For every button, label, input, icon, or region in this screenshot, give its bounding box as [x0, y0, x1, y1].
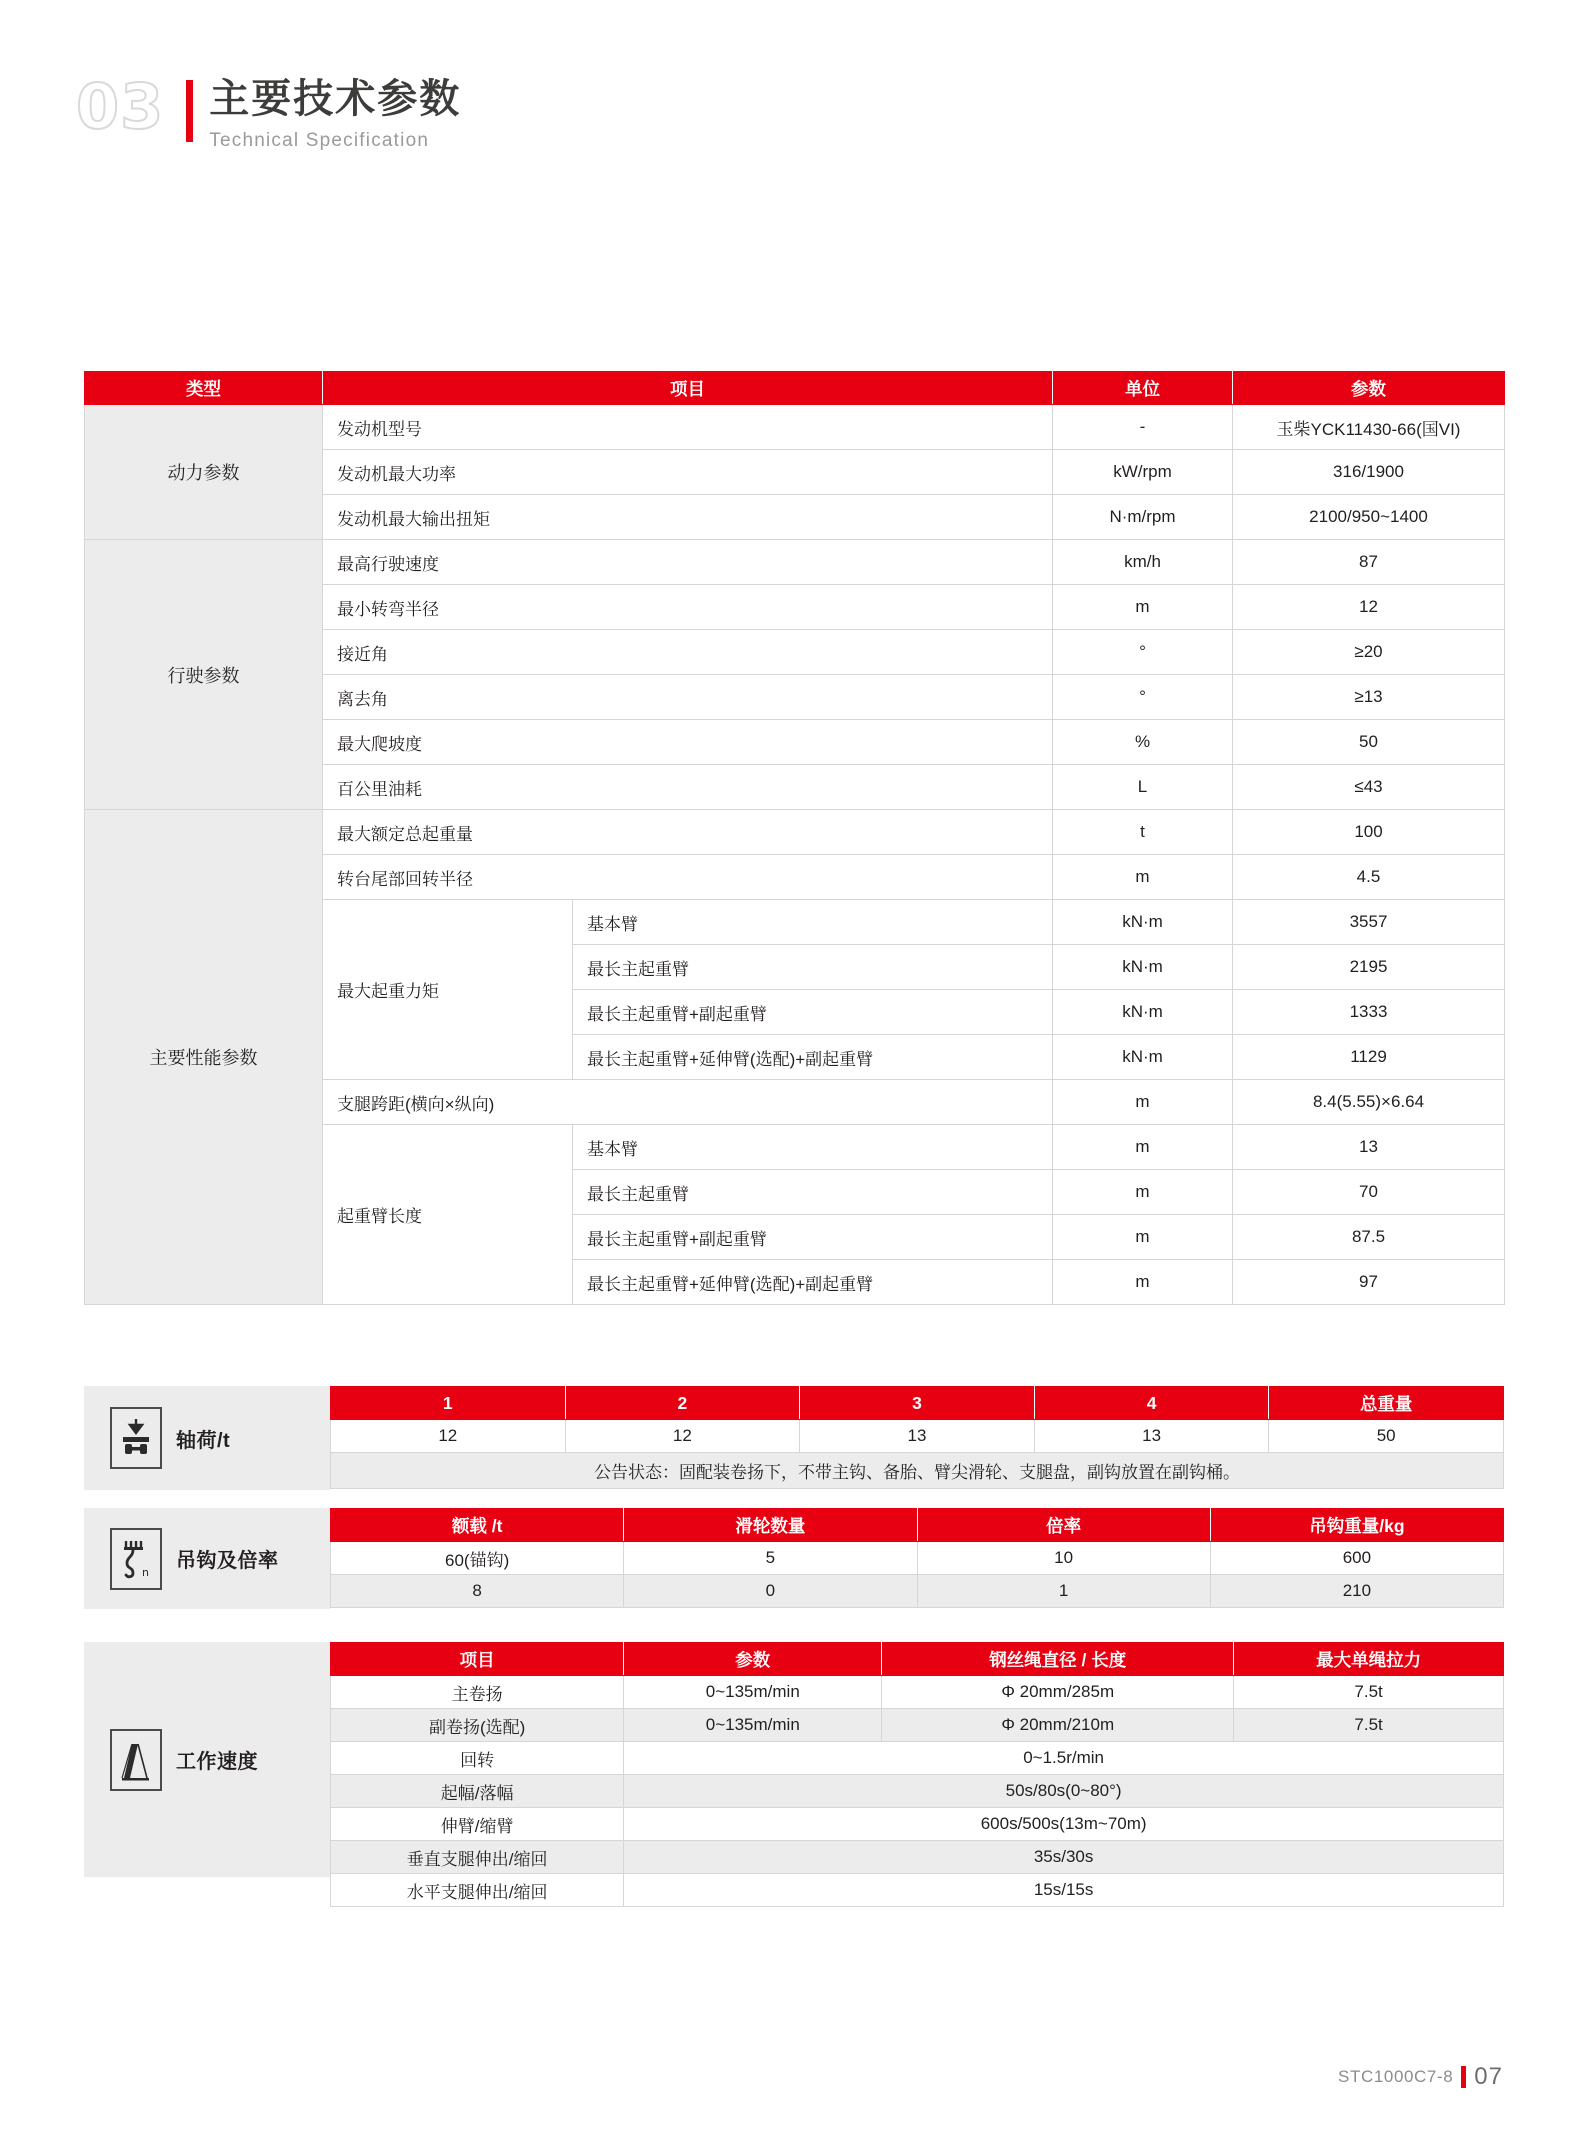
item-cell: 支腿跨距(横向×纵向): [323, 1080, 1053, 1125]
speed-item-cell: 副卷扬(选配): [331, 1709, 624, 1742]
value-cell: 87: [1233, 540, 1505, 585]
value-cell: 3557: [1233, 900, 1505, 945]
speed-col-header: 项目: [331, 1643, 624, 1676]
item-cell: 最大爬坡度: [323, 720, 1053, 765]
value-cell: 玉柴YCK11430-66(国VI): [1233, 405, 1505, 450]
value-cell: ≤43: [1233, 765, 1505, 810]
page-title: 主要技术参数: [209, 76, 462, 122]
unit-cell: kN·m: [1053, 990, 1233, 1035]
category-cell: 动力参数: [85, 405, 323, 540]
unit-cell: L: [1053, 765, 1233, 810]
hook-value-cell: 8: [331, 1575, 624, 1608]
item-cell: 最大额定总起重量: [323, 810, 1053, 855]
hook-icon: [110, 1528, 162, 1590]
hook-value-cell: 0: [624, 1575, 917, 1608]
axle-load-label-text: 轴荷/t: [176, 1429, 231, 1452]
speed-col-header: 参数: [624, 1643, 882, 1676]
value-cell: 50: [1233, 720, 1505, 765]
axle-load-icon: [110, 1407, 162, 1469]
speed-item-cell: 起幅/落幅: [331, 1775, 624, 1808]
speed-table-body: [331, 1676, 1504, 1907]
page-footer: [1338, 2063, 1503, 2091]
item-cell: 最小转弯半径: [323, 585, 1053, 630]
speed-merged-cell: 15s/15s: [624, 1874, 1504, 1907]
table-row: [85, 540, 1505, 585]
speed-table-header: [331, 1643, 1504, 1676]
header-titles: [209, 74, 461, 152]
value-cell: 1129: [1233, 1035, 1505, 1080]
speed-merged-cell: 50s/80s(0~80°): [624, 1775, 1504, 1808]
category-cell: 主要性能参数: [85, 810, 323, 1305]
value-cell: 13: [1233, 1125, 1505, 1170]
axle-table-header: [331, 1387, 1504, 1420]
unit-cell: N·m/rpm: [1053, 495, 1233, 540]
unit-cell: -: [1053, 405, 1233, 450]
hook-value-cell: 1: [917, 1575, 1210, 1608]
item-cell: 发动机最大输出扭矩: [323, 495, 1053, 540]
value-cell: ≥20: [1233, 630, 1505, 675]
axle-note-row: [331, 1453, 1504, 1489]
axle-note: 公告状态：固配装卷扬下，不带主钩、备胎、臂尖滑轮、支腿盘，副钩放置在副钩桶。: [331, 1453, 1504, 1489]
table-row: [85, 405, 1505, 450]
speed-merged-cell: 35s/30s: [624, 1841, 1504, 1874]
hook-col-header: 倍率: [917, 1509, 1210, 1542]
speed-item-cell: 主卷扬: [331, 1676, 624, 1709]
hook-value-cell: 600: [1210, 1542, 1503, 1575]
hook-value-cell: 60(锚钩): [331, 1542, 624, 1575]
speed-item-cell: 回转: [331, 1742, 624, 1775]
value-cell: 1333: [1233, 990, 1505, 1035]
col-unit: 单位: [1053, 372, 1233, 405]
sub-item-cell: 最长主起重臂+副起重臂: [573, 990, 1053, 1035]
speed-merged-cell: 0~1.5r/min: [624, 1742, 1504, 1775]
axle-value-cell: 13: [1034, 1420, 1269, 1453]
speed-item-cell: 垂直支腿伸出/缩回: [331, 1841, 624, 1874]
unit-cell: kN·m: [1053, 1035, 1233, 1080]
main-table-header: [85, 372, 1505, 405]
value-cell: 12: [1233, 585, 1505, 630]
col-type: 类型: [85, 372, 323, 405]
sub-item-cell: 最长主起重臂+副起重臂: [573, 1215, 1053, 1260]
value-cell: 8.4(5.55)×6.64: [1233, 1080, 1505, 1125]
main-spec-table: [84, 371, 1504, 1305]
speed-col-header: 钢丝绳直径 / 长度: [882, 1643, 1234, 1676]
sub-item-cell: 最长主起重臂+延伸臂(选配)+副起重臂: [573, 1035, 1053, 1080]
table-row: [331, 1808, 1504, 1841]
unit-cell: t: [1053, 810, 1233, 855]
item-cell: 接近角: [323, 630, 1053, 675]
table-row: [331, 1542, 1504, 1575]
work-speed-section: [84, 1642, 1504, 1907]
hook-section: [84, 1508, 1504, 1609]
speed-rope-cell: Φ 20mm/285m: [882, 1676, 1234, 1709]
speed-param-cell: 0~135m/min: [624, 1709, 882, 1742]
table-row: [331, 1841, 1504, 1874]
work-speed-table: [330, 1642, 1504, 1907]
category-cell: 行驶参数: [85, 540, 323, 810]
hook-table-body: [331, 1542, 1504, 1608]
unit-cell: m: [1053, 1260, 1233, 1305]
speed-col-header: 最大单绳拉力: [1234, 1643, 1504, 1676]
speed-item-cell: 水平支腿伸出/缩回: [331, 1874, 624, 1907]
axle-col-header: 2: [565, 1387, 800, 1420]
axle-load-label: [84, 1386, 330, 1490]
axle-col-header: 3: [800, 1387, 1035, 1420]
unit-cell: °: [1053, 630, 1233, 675]
unit-cell: kN·m: [1053, 900, 1233, 945]
value-cell: 4.5: [1233, 855, 1505, 900]
unit-cell: km/h: [1053, 540, 1233, 585]
speed-param-cell: 0~135m/min: [624, 1676, 882, 1709]
hook-value-cell: 5: [624, 1542, 917, 1575]
unit-cell: %: [1053, 720, 1233, 765]
table-row: [331, 1575, 1504, 1608]
item-cell: 转台尾部回转半径: [323, 855, 1053, 900]
unit-cell: kN·m: [1053, 945, 1233, 990]
unit-cell: m: [1053, 1215, 1233, 1260]
unit-cell: m: [1053, 1080, 1233, 1125]
hook-value-cell: 10: [917, 1542, 1210, 1575]
table-row: [331, 1874, 1504, 1907]
sub-item-cell: 基本臂: [573, 900, 1053, 945]
speed-merged-cell: 600s/500s(13m~70m): [624, 1808, 1504, 1841]
main-table-body: [85, 405, 1505, 1305]
item-group-cell: 最大起重力矩: [323, 900, 573, 1080]
hook-col-header: 滑轮数量: [624, 1509, 917, 1542]
unit-cell: kW/rpm: [1053, 450, 1233, 495]
hook-col-header: 额载 /t: [331, 1509, 624, 1542]
item-cell: 发动机型号: [323, 405, 1053, 450]
table-row: [331, 1676, 1504, 1709]
speed-item-cell: 伸臂/缩臂: [331, 1808, 624, 1841]
item-cell: 百公里油耗: [323, 765, 1053, 810]
sub-item-cell: 最长主起重臂: [573, 945, 1053, 990]
item-cell: 离去角: [323, 675, 1053, 720]
work-speed-label: [84, 1642, 330, 1877]
footer-separator: [1461, 2066, 1466, 2088]
item-cell: 发动机最大功率: [323, 450, 1053, 495]
unit-cell: m: [1053, 855, 1233, 900]
value-cell: 97: [1233, 1260, 1505, 1305]
table-row: [331, 1742, 1504, 1775]
table-row: [331, 1775, 1504, 1808]
sub-item-cell: 基本臂: [573, 1125, 1053, 1170]
speed-rope-cell: Φ 20mm/210m: [882, 1709, 1234, 1742]
table-row: [331, 1709, 1504, 1742]
axle-col-header: 总重量: [1269, 1387, 1504, 1420]
item-cell: 最高行驶速度: [323, 540, 1053, 585]
svg-text:n: n: [142, 1565, 149, 1579]
hook-table: [330, 1508, 1504, 1609]
sub-item-cell: 最长主起重臂+延伸臂(选配)+副起重臂: [573, 1260, 1053, 1305]
hook-value-cell: 210: [1210, 1575, 1503, 1608]
item-group-cell: 起重臂长度: [323, 1125, 573, 1305]
header-accent-bar: [186, 80, 193, 142]
axle-value-cell: 12: [565, 1420, 800, 1453]
page-subtitle: Technical Specification: [209, 130, 430, 151]
speed-pull-cell: 7.5t: [1234, 1676, 1504, 1709]
unit-cell: °: [1053, 675, 1233, 720]
axle-col-header: 1: [331, 1387, 566, 1420]
hook-col-header: 吊钩重量/kg: [1210, 1509, 1503, 1542]
unit-cell: m: [1053, 585, 1233, 630]
hook-table-header: [331, 1509, 1504, 1542]
work-speed-label-text: 工作速度: [176, 1751, 258, 1773]
value-cell: 70: [1233, 1170, 1505, 1215]
value-cell: 100: [1233, 810, 1505, 855]
axle-load-section: [84, 1386, 1504, 1490]
value-cell: ≥13: [1233, 675, 1505, 720]
page-number: 07: [1474, 2063, 1503, 2090]
sub-item-cell: 最长主起重臂: [573, 1170, 1053, 1215]
chapter-number: 03: [76, 70, 165, 143]
crane-boom-icon: [110, 1729, 162, 1791]
hook-label: [84, 1508, 330, 1609]
hook-label-text: 吊钩及倍率: [176, 1550, 279, 1572]
axle-values-row: [331, 1420, 1504, 1453]
value-cell: 2195: [1233, 945, 1505, 990]
unit-cell: m: [1053, 1170, 1233, 1215]
axle-value-cell: 12: [331, 1420, 566, 1453]
col-value: 参数: [1233, 372, 1505, 405]
value-cell: 316/1900: [1233, 450, 1505, 495]
value-cell: 87.5: [1233, 1215, 1505, 1260]
footer-model: STC1000C7-8: [1338, 2067, 1454, 2086]
unit-cell: m: [1053, 1125, 1233, 1170]
page-header: [76, 70, 462, 152]
axle-load-table: [330, 1386, 1504, 1490]
axle-col-header: 4: [1034, 1387, 1269, 1420]
axle-value-cell: 50: [1269, 1420, 1504, 1453]
value-cell: 2100/950~1400: [1233, 495, 1505, 540]
speed-pull-cell: 7.5t: [1234, 1709, 1504, 1742]
col-item: 项目: [323, 372, 1053, 405]
axle-value-cell: 13: [800, 1420, 1035, 1453]
table-row: [85, 810, 1505, 855]
